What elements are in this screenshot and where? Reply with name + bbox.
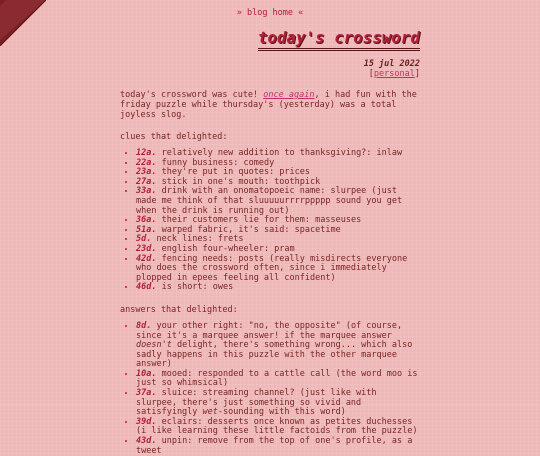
post-date: 15 jul 2022	[363, 59, 420, 69]
clue-number: 42d.	[136, 253, 157, 264]
clue-text: stick in one's mouth: toothpick	[156, 176, 321, 187]
answer-text: your other right: "no, the opposite" (of course, since it's a marquee answer! if the marquee answer	[136, 320, 403, 341]
intro-text-start: today's crossword was cute!	[120, 90, 264, 100]
answer-number: 37a.	[136, 388, 157, 399]
clue-text: their customers lie for them: masseuses	[156, 215, 362, 226]
answer-text-rest: -sounding with this word)	[217, 407, 346, 418]
answer-text: mooed: responded to a cattle call (the word moo is just so whimsical)	[136, 368, 418, 389]
clue-item	[136, 187, 420, 216]
post-page	[120, 0, 420, 456]
answer-text: unpin: remove from the top of one's profile, as a tweet	[136, 436, 413, 456]
answer-number: 43d.	[136, 436, 157, 447]
once-again-link[interactable]: once again	[263, 90, 315, 100]
clue-number: 46d.	[136, 282, 157, 293]
clue-number: 27a.	[136, 176, 157, 187]
clue-number: 23a.	[136, 167, 157, 178]
answer-number: 8d.	[136, 320, 152, 331]
answer-text-rest: delight, there's something wrong... which also sadly happens in this puzzle with the other marquee answer)	[136, 340, 413, 370]
answers-list	[120, 322, 420, 456]
corner-ribbon	[0, 0, 46, 46]
clue-text: english four-wheeler: pram	[156, 243, 295, 254]
answer-item	[136, 370, 420, 389]
clue-text: is short: owes	[156, 282, 234, 293]
answer-emphasis: doesn't	[136, 340, 172, 351]
answers-heading: answers that delighted:	[120, 304, 238, 315]
answer-item	[136, 437, 420, 456]
answer-text: sluice: streaming channel? (just like with slurpee, there's just something so vivid and satisfyingly	[136, 388, 377, 418]
answer-number: 10a.	[136, 368, 157, 379]
answer-item	[136, 418, 420, 437]
clue-text: drink with an onomatopoeic name: slurpee (just made me think of that sluuuuurrrrppppp sound you get when the drink is running out)	[136, 186, 403, 216]
clue-number: 12a.	[136, 148, 157, 158]
clue-number: 22a.	[136, 157, 157, 168]
clue-text: relatively new addition to thanksgiving?: inlaw	[156, 148, 403, 158]
answer-number: 39d.	[136, 416, 157, 427]
clue-number: 33a.	[136, 186, 157, 197]
title-wrap	[120, 28, 420, 51]
tag-link[interactable]: personal	[373, 69, 415, 79]
clue-text: fencing needs: posts (really misdirects everyone who does the crossword often, since i immediately plopped in epees feeling all confident)	[136, 253, 408, 283]
intro-text-end: , i had fun with the friday puzzle while thursday's (yesterday) was a total joyless slog.	[120, 90, 417, 120]
post-meta	[120, 59, 420, 79]
post-title: today's crossword	[258, 29, 420, 51]
intro-paragraph	[120, 90, 420, 120]
clue-text: neck lines: frets	[151, 234, 244, 245]
clue-number: 51a.	[136, 224, 157, 235]
answer-item	[136, 389, 420, 418]
clue-number: 5d.	[136, 234, 152, 245]
answer-text: eclairs: desserts once known as petites duchesses (i like learning these little factoids from the puzzle)	[136, 416, 418, 437]
clue-item	[136, 255, 420, 284]
post-tag: [personal]	[368, 69, 420, 79]
clue-text: warped fabric, it's said: spacetime	[156, 224, 341, 235]
clue-text: funny business: comedy	[156, 157, 275, 168]
clue-text: they're put in quotes: prices	[156, 167, 311, 178]
clues-heading: clues that delighted:	[120, 132, 228, 142]
blog-home-link[interactable]: » blog home «	[236, 8, 304, 18]
clues-list	[120, 149, 420, 293]
blog-nav	[120, 8, 420, 19]
answer-item	[136, 322, 420, 370]
clue-number: 36a.	[136, 215, 157, 226]
clue-number: 23d.	[136, 243, 157, 254]
clue-item	[136, 283, 420, 293]
answer-emphasis: wet	[202, 407, 218, 418]
